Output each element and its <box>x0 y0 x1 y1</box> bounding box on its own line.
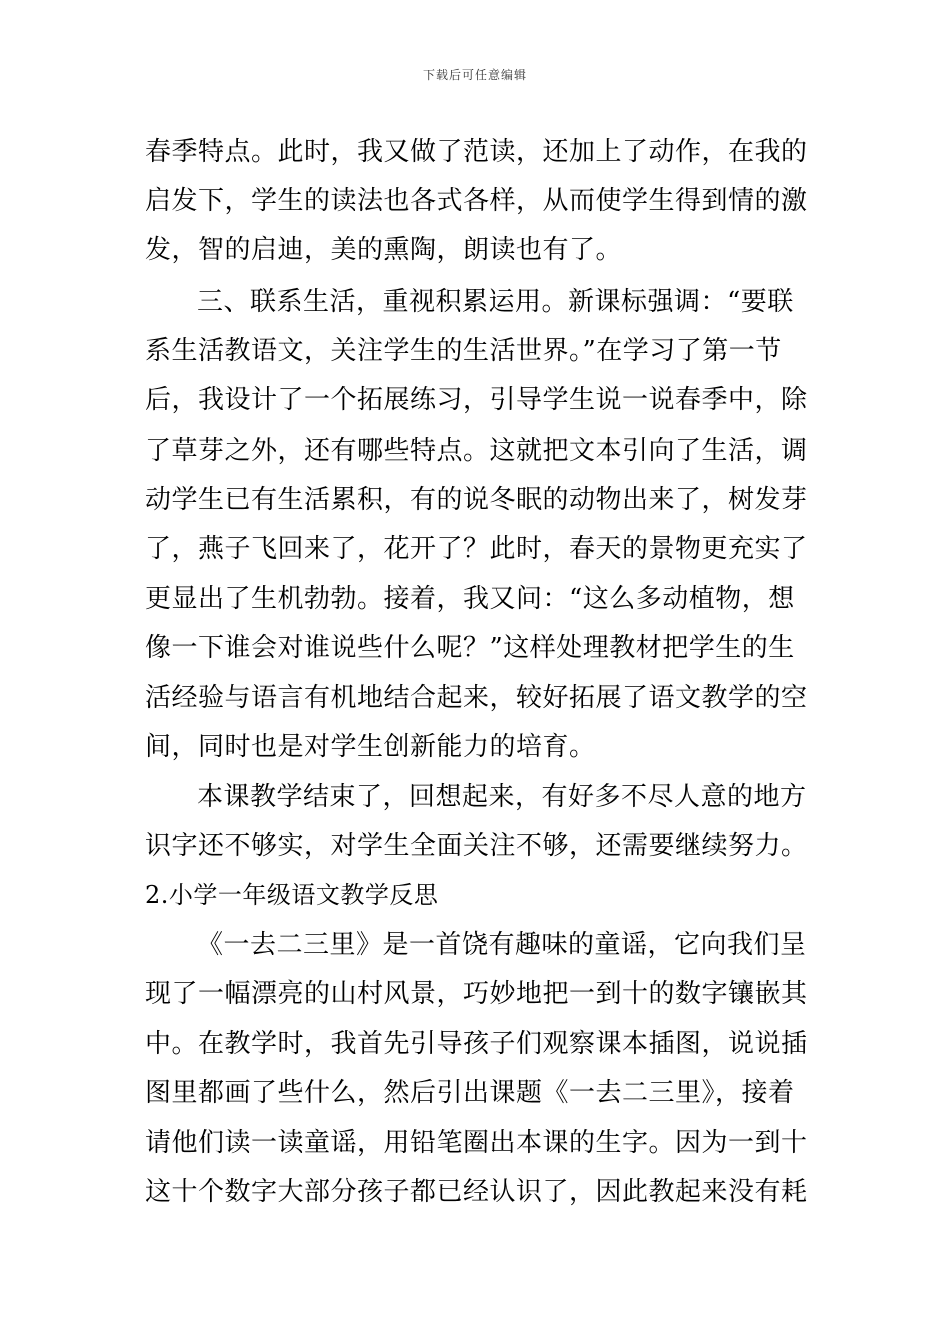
text-line: 中。在教学时，我首先引导孩子们观察课本插图，说说插 <box>145 1029 808 1059</box>
text-line: 了，燕子飞回来了，花开了？此时，春天的景物更充实了 <box>145 534 808 564</box>
page-header: 下载后可任意编辑 <box>422 68 527 82</box>
text-line: 后，我设计了一个拓展练习，引导学生说一说春季中，除 <box>145 385 808 415</box>
paragraph-start-line: 本课教学结束了，回想起来，有好多不尽人意的地方 <box>197 782 807 812</box>
text-line: 动学生已有生活累积，有的说冬眠的动物出来了，树发芽 <box>145 485 808 515</box>
text-line: 间，同时也是对学生创新能力的培育。 <box>145 732 596 762</box>
text-line: 春季特点。此时，我又做了范读，还加上了动作，在我的 <box>145 137 808 167</box>
text-line: 启发下，学生的读法也各式各样，从而使学生得到情的激 <box>145 186 808 216</box>
text-line: 这十个数字大部分孩子都已经认识了，因此教起来没有耗 <box>145 1177 808 1207</box>
text-line: 像一下谁会对谁说些什么呢？”这样处理教材把学生的生 <box>145 633 795 663</box>
text-line: 发，智的启迪，美的熏陶，朗读也有了。 <box>145 235 623 265</box>
paragraph-start-line: 《一去二三里》是一首饶有趣味的童谣，它向我们呈 <box>197 930 807 960</box>
section-heading: 2.小学一年级语文教学反思 <box>145 881 439 909</box>
text-line: 识字还不够实，对学生全面关注不够，还需要继续努力。 <box>145 831 808 861</box>
text-line: 活经验与语言有机地结合起来，较好拓展了语文教学的空 <box>145 683 808 713</box>
paragraph-start-line: 三、联系生活，重视积累运用。新课标强调：“要联 <box>197 287 794 317</box>
text-line: 图里都画了些什么，然后引出课题《一去二三里》，接着 <box>145 1078 795 1108</box>
text-line: 了草芽之外，还有哪些特点。这就把文本引向了生活，调 <box>145 436 808 466</box>
text-line: 系生活教语文，关注学生的生活世界。”在学习了第一节 <box>145 336 782 366</box>
text-line: 请他们读一读童谣，用铅笔圈出本课的生字。因为一到十 <box>145 1128 808 1158</box>
text-line: 现了一幅漂亮的山村风景，巧妙地把一到十的数字镶嵌其 <box>145 979 808 1009</box>
text-line: 更显出了生机勃勃。接着，我又问：“这么多动植物，想 <box>145 584 795 614</box>
